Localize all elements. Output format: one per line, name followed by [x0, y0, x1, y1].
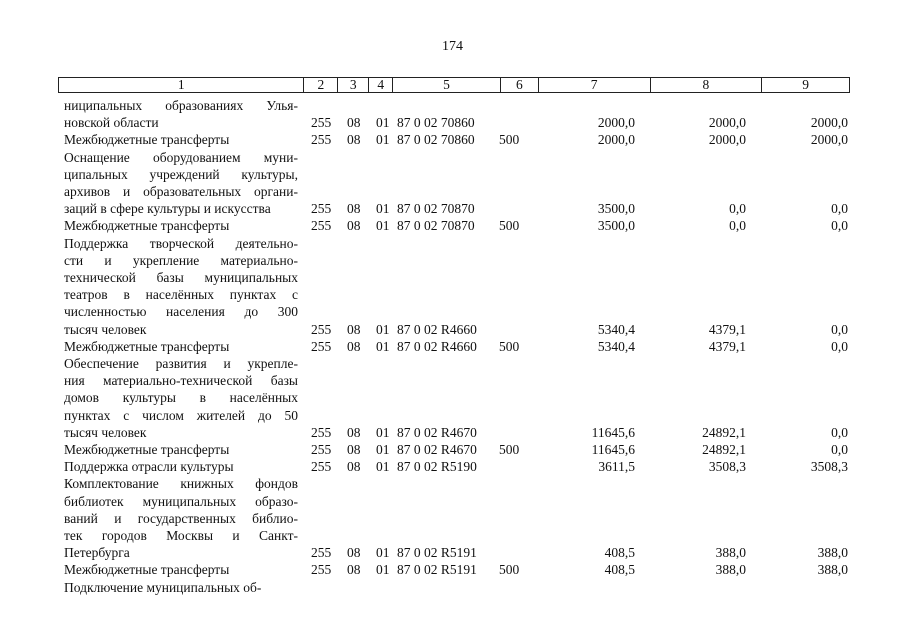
cell-col-4: 01 — [376, 562, 390, 578]
cell-col-8: 0,0 — [729, 218, 746, 234]
cell-col-7: 5340,4 — [597, 321, 635, 337]
row-description-line: пунктах с числом жителей до 50 — [64, 407, 298, 423]
cell-col-4: 01 — [376, 442, 390, 458]
cell-col-2: 255 — [311, 115, 332, 131]
cell-col-7: 3500,0 — [597, 201, 635, 217]
column-header-9: 9 — [802, 77, 809, 92]
cell-col-4: 01 — [376, 459, 390, 475]
cell-col-2: 255 — [311, 442, 332, 458]
cell-col-8: 2000,0 — [708, 115, 746, 131]
row-description-line: новской области — [64, 115, 159, 131]
cell-col-4: 01 — [376, 321, 390, 337]
row-description-line: заций в сфере культуры и искусства — [64, 201, 271, 217]
cell-col-9: 388,0 — [817, 545, 848, 561]
row-description-line: ниципальных образованиях Улья- — [64, 98, 298, 113]
column-header-5: 5 — [393, 78, 501, 92]
cell-col-4: 01 — [376, 132, 390, 148]
cell-col-3: 08 — [347, 321, 361, 337]
cell-col-3: 08 — [347, 115, 361, 131]
table-row — [0, 355, 905, 441]
cell-col-3: 08 — [347, 218, 361, 234]
table-body — [0, 97, 905, 596]
table-row — [0, 149, 905, 218]
cell-col-8: 24892,1 — [702, 424, 746, 440]
cell-col-9: 0,0 — [831, 338, 848, 354]
row-description-line: численностью населения до 300 — [64, 304, 298, 320]
column-header-6: 6 — [501, 78, 539, 92]
row-description-line: Петербурга — [64, 545, 130, 561]
table-row — [0, 97, 905, 131]
table-row — [0, 235, 905, 338]
table-row — [0, 217, 905, 234]
cell-col-5: 87 0 02 70870 — [397, 201, 475, 217]
cell-col-3: 08 — [347, 338, 361, 354]
cell-col-4: 01 — [376, 424, 390, 440]
row-description-line: тек городов Москвы и Санкт- — [64, 528, 298, 544]
row-description-line: архивов и образовательных органи- — [64, 184, 298, 200]
cell-col-2: 255 — [311, 338, 332, 354]
cell-col-7: 2000,0 — [597, 132, 635, 148]
column-header-4: 4 — [369, 78, 393, 92]
cell-col-3: 08 — [347, 424, 361, 440]
row-description-line: технической базы муниципальных — [64, 270, 298, 286]
cell-col-5: 87 0 02 70860 — [397, 132, 475, 148]
cell-col-2: 255 — [311, 201, 332, 217]
cell-col-9: 0,0 — [831, 442, 848, 458]
row-description-line: тысяч человек — [64, 321, 147, 337]
cell-col-2: 255 — [311, 545, 332, 561]
column-header-7: 7 — [539, 78, 651, 92]
table-row — [0, 338, 905, 355]
cell-col-5: 87 0 02 R5191 — [397, 545, 477, 561]
cell-col-9: 3508,3 — [810, 459, 848, 475]
cell-col-5: 87 0 02 R4670 — [397, 442, 477, 458]
row-description-line: тысяч человек — [64, 424, 147, 440]
cell-col-3: 08 — [347, 459, 361, 475]
cell-col-9: 0,0 — [831, 321, 848, 337]
cell-col-7: 11645,6 — [591, 424, 635, 440]
cell-col-2: 255 — [311, 459, 332, 475]
column-header-1: 1 — [59, 78, 304, 92]
page-number: 174 — [442, 39, 463, 54]
cell-col-2: 255 — [311, 218, 332, 234]
cell-col-7: 408,5 — [604, 562, 635, 578]
cell-col-5: 87 0 02 R4660 — [397, 321, 477, 337]
cell-col-6: 500 — [499, 442, 520, 458]
cell-col-7: 5340,4 — [597, 338, 635, 354]
cell-col-8: 0,0 — [729, 201, 746, 217]
cell-col-9: 2000,0 — [810, 132, 848, 148]
table-row — [0, 441, 905, 458]
table-row — [0, 561, 905, 578]
row-description-line: Подключение муниципальных об- — [64, 579, 262, 595]
row-description-line: Поддержка творческой деятельно- — [64, 235, 298, 251]
cell-col-3: 08 — [347, 545, 361, 561]
row-description-line: домов культуры в населённых — [64, 390, 298, 406]
cell-col-5: 87 0 02 R5191 — [397, 562, 477, 578]
cell-col-6: 500 — [499, 338, 520, 354]
row-description-line: Обеспечение развития и укрепле- — [64, 356, 298, 372]
row-description-line: ципальных учреждений культуры, — [64, 166, 298, 182]
cell-col-8: 388,0 — [715, 562, 746, 578]
cell-col-9: 388,0 — [817, 562, 848, 578]
cell-col-6: 500 — [499, 218, 520, 234]
cell-col-5: 87 0 02 70870 — [397, 218, 475, 234]
cell-col-4: 01 — [376, 115, 390, 131]
table-column-header — [58, 77, 850, 93]
cell-col-4: 01 — [376, 545, 390, 561]
cell-col-5: 87 0 02 R4670 — [397, 424, 477, 440]
cell-col-2: 255 — [311, 424, 332, 440]
row-description-line: библиотек муниципальных образо- — [64, 493, 298, 509]
table-row — [0, 475, 905, 561]
cell-col-9: 2000,0 — [810, 115, 848, 131]
row-description-line: Оснащение оборудованием муни- — [64, 149, 298, 165]
row-description-line: театров в населённых пунктах с — [64, 287, 298, 303]
row-description-line: Межбюджетные трансферты — [64, 218, 230, 234]
cell-col-7: 3500,0 — [597, 218, 635, 234]
row-description-line: сти и укрепление материально- — [64, 252, 298, 268]
column-header-3: 3 — [338, 78, 369, 92]
column-header-8: 8 — [651, 78, 763, 92]
row-description-line: Межбюджетные трансферты — [64, 562, 230, 578]
table-row — [0, 579, 905, 596]
cell-col-9: 0,0 — [831, 424, 848, 440]
cell-col-4: 01 — [376, 218, 390, 234]
cell-col-7: 3611,5 — [598, 459, 635, 475]
cell-col-7: 2000,0 — [597, 115, 635, 131]
cell-col-9: 0,0 — [831, 218, 848, 234]
cell-col-2: 255 — [311, 321, 332, 337]
cell-col-3: 08 — [347, 201, 361, 217]
cell-col-8: 4379,1 — [708, 321, 746, 337]
table-row — [0, 458, 905, 475]
row-description-line: Межбюджетные трансферты — [64, 442, 230, 458]
cell-col-9: 0,0 — [831, 201, 848, 217]
row-description-line: Поддержка отрасли культуры — [64, 459, 234, 475]
cell-col-8: 388,0 — [715, 545, 746, 561]
cell-col-2: 255 — [311, 132, 332, 148]
cell-col-3: 08 — [347, 132, 361, 148]
cell-col-2: 255 — [311, 562, 332, 578]
cell-col-5: 87 0 02 70860 — [397, 115, 475, 131]
cell-col-8: 2000,0 — [708, 132, 746, 148]
cell-col-8: 4379,1 — [708, 338, 746, 354]
row-description-line: Межбюджетные трансферты — [64, 338, 230, 354]
row-description-line: Межбюджетные трансферты — [64, 132, 230, 148]
cell-col-4: 01 — [376, 201, 390, 217]
cell-col-6: 500 — [499, 562, 520, 578]
cell-col-4: 01 — [376, 338, 390, 354]
row-description-line: ваний и государственных библио- — [64, 510, 298, 526]
cell-col-3: 08 — [347, 562, 361, 578]
cell-col-8: 24892,1 — [702, 442, 746, 458]
cell-col-7: 408,5 — [604, 545, 635, 561]
row-description-line: Комплектование книжных фондов — [64, 476, 298, 492]
cell-col-3: 08 — [347, 442, 361, 458]
row-description-line: ния материально-технической базы — [64, 373, 298, 389]
cell-col-5: 87 0 02 R5190 — [397, 459, 477, 475]
cell-col-8: 3508,3 — [708, 459, 746, 475]
table-row — [0, 131, 905, 148]
cell-col-5: 87 0 02 R4660 — [397, 338, 477, 354]
column-header-2: 2 — [304, 78, 338, 92]
cell-col-6: 500 — [499, 132, 520, 148]
cell-col-7: 11645,6 — [591, 442, 635, 458]
